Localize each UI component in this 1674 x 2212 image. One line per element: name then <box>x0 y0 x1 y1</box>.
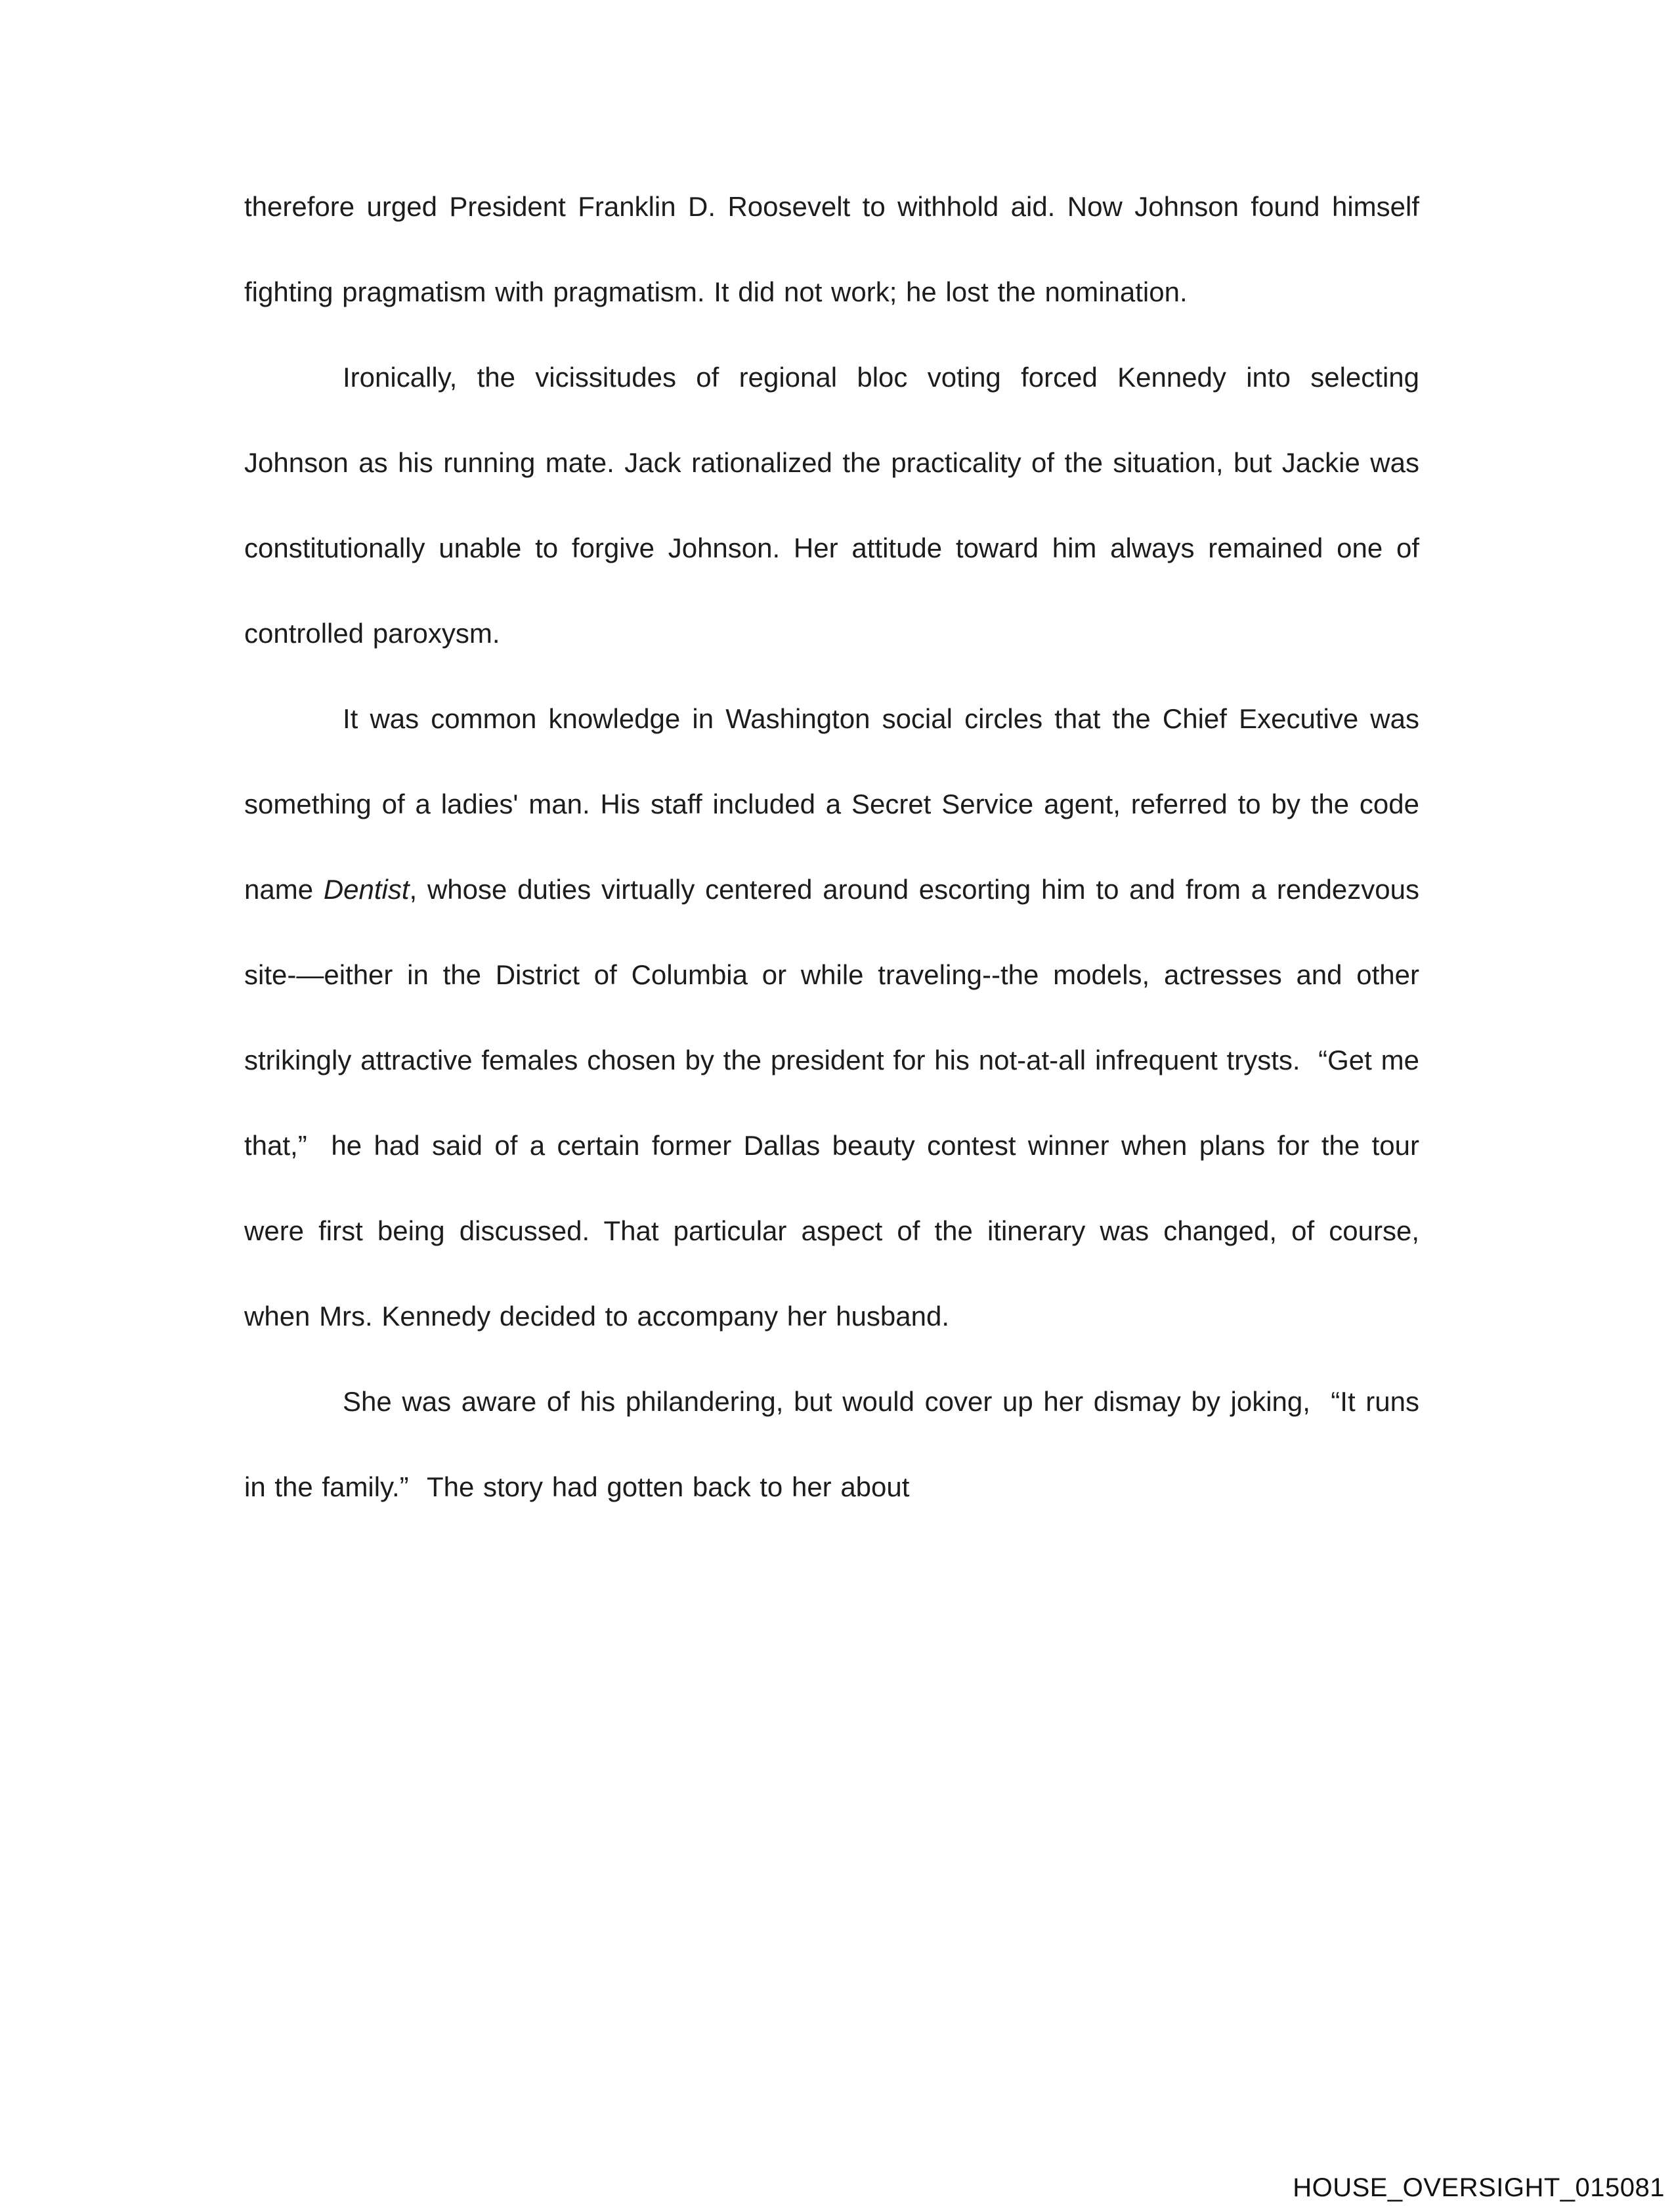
paragraph-4-text: She was aware of his philandering, but would cover up her dismay by joking, “It runs in the family.” The story had gotten back to her about <box>244 1386 1419 1502</box>
paragraph-4 <box>244 1359 1419 1530</box>
paragraph-3 <box>244 676 1419 1359</box>
body-text <box>244 164 1419 1530</box>
paragraph-2 <box>244 335 1419 676</box>
bates-number: HOUSE_OVERSIGHT_015081 <box>1293 2173 1665 2202</box>
paragraph-1 <box>244 164 1419 335</box>
paragraph-1-text: therefore urged President Franklin D. Roosevelt to withhold aid. Now Johnson found himself fighting pragmatism with pragmatism. It did not work; he lost the nomination. <box>244 191 1419 307</box>
paragraph-3-text-after-codename: , whose duties virtually centered around escorting him to and from a rendezvous site-—either in the District of Columbia or while traveling--the models, actresses and other strikingly attractive females chosen by the president for his not-at-all infrequent trysts. “Get me that,” he had said of a certain former Dallas beauty contest winner when plans for the tour were first being discussed. That particular aspect of the itinerary was changed, of course, when Mrs. Kennedy decided to accompany her husband. <box>244 874 1420 1332</box>
paragraph-2-text: Ironically, the vicissitudes of regional bloc voting forced Kennedy into selecting Johnson as his running mate. Jack rationalized the practicality of the situation, but Jackie was constitutionally unable to forgive Johnson. Her attitude toward him always remained one of controlled paroxysm. <box>244 362 1419 649</box>
codename-dentist-italic: Dentist <box>323 874 410 905</box>
paragraph-3-text-before-codename: It was common knowledge in Washington social circles that the Chief Executive was something of a ladies' man. His staff included a Secret Service agent, referred to by the code name <box>244 703 1419 905</box>
